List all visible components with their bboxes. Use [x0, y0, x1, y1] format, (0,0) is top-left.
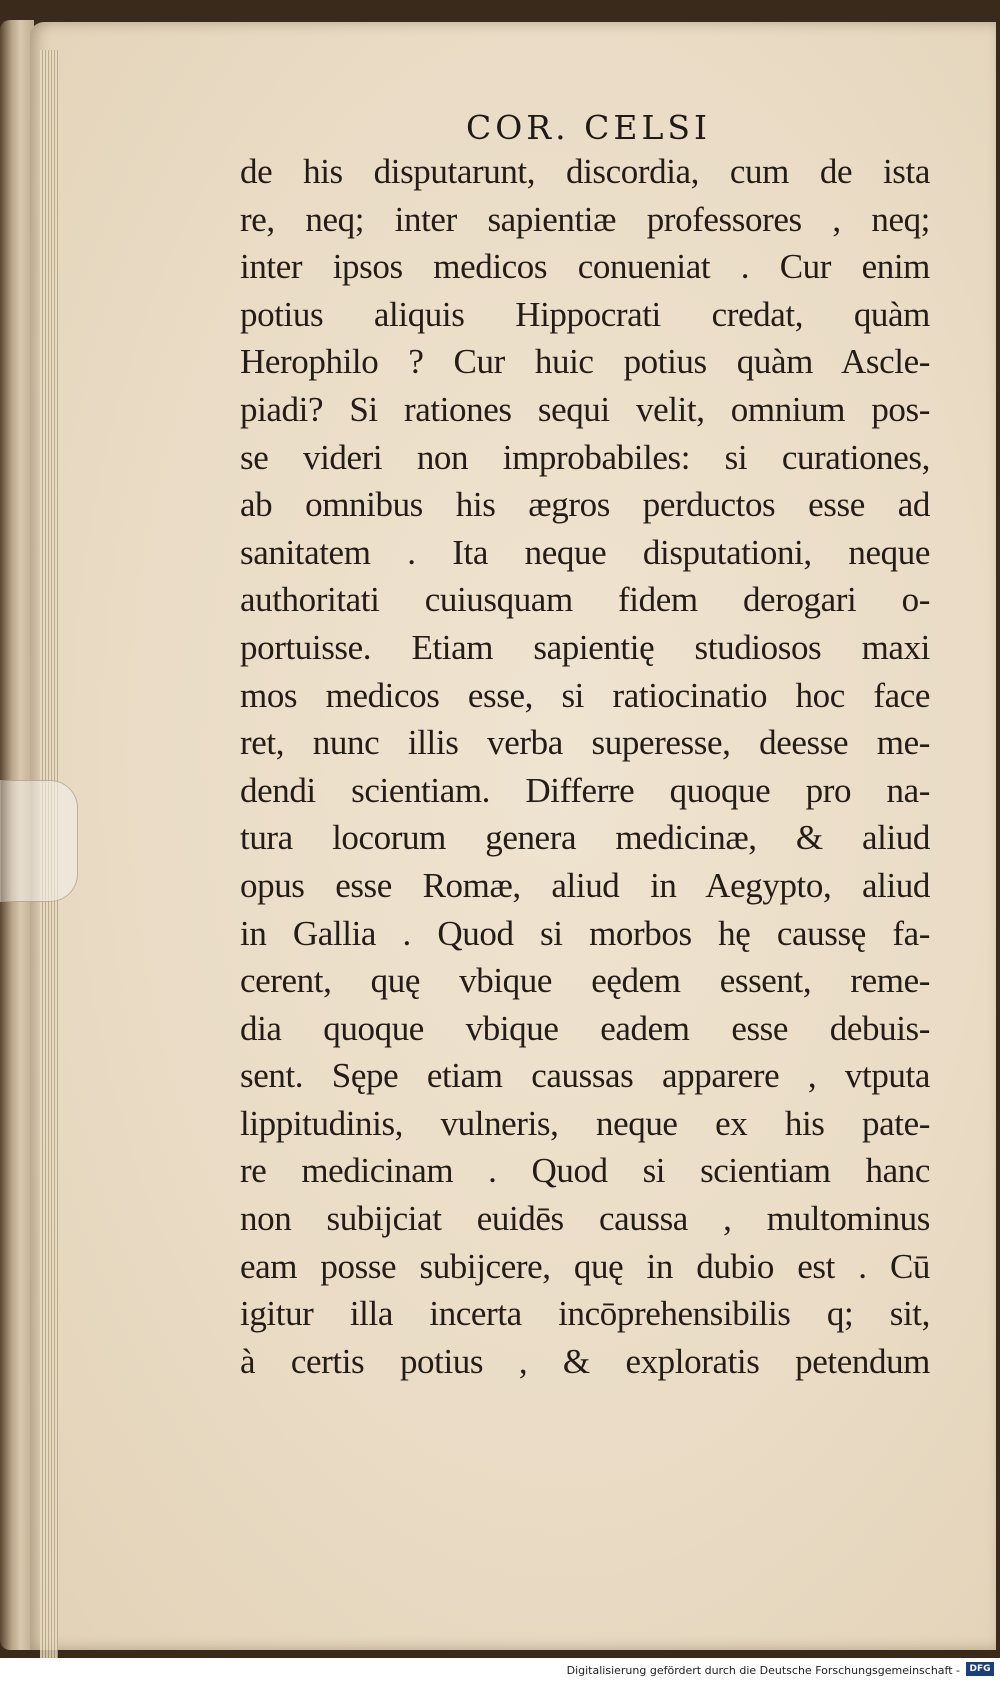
- text-line: re medicinam . Quod si scientiam hanc: [240, 1151, 930, 1191]
- text-line: inter ipsos medicos conueniat . Cur enim: [240, 247, 930, 287]
- text-line: piadi? Si rationes sequi velit, omnium pos-: [240, 389, 930, 429]
- text-line: ab omnibus his ægros perductos esse ad: [240, 485, 930, 525]
- text-line: se videri non improbabiles: si curationes,: [240, 437, 930, 477]
- text-line: authoritati cuiusquam fidem derogari o-: [240, 580, 930, 620]
- text-line: sent. Sępe etiam caussas apparere , vtputa: [240, 1056, 930, 1096]
- text-line: opus esse Romæ, aliud in Aegypto, aliud: [240, 865, 930, 905]
- dfg-logo: DFG: [966, 1662, 994, 1676]
- text-line: portuisse. Etiam sapientię studiosos maxi: [240, 627, 930, 667]
- running-head: COR. CELSI: [466, 108, 712, 147]
- text-line: à certis potius , & exploratis petendum: [240, 1341, 930, 1381]
- text-line: re, neq; inter sapientiæ professores , neq;: [240, 199, 930, 239]
- text-line: in Gallia . Quod si morbos hę caussę fa-: [240, 913, 930, 953]
- text-line: eam posse subijcere, quę in dubio est . Cū: [240, 1246, 930, 1286]
- text-line: de his disputarunt, discordia, cum de ista: [240, 152, 930, 191]
- text-line: dendi scientiam. Differre quoque pro na-: [240, 770, 930, 810]
- text-line: cerent, quę vbique eędem essent, reme-: [240, 961, 930, 1001]
- text-line: non subijciat euidēs caussa , multominus: [240, 1199, 930, 1239]
- text-line: potius aliquis Hippocrati credat, quàm: [240, 294, 930, 334]
- text-line: mos medicos esse, si ratiocinatio hoc face: [240, 675, 930, 715]
- footer-bar: [0, 1658, 1000, 1682]
- text-line: sanitatem . Ita neque disputationi, neque: [240, 532, 930, 572]
- page-clip: [0, 780, 78, 902]
- body-text: [240, 148, 930, 1385]
- text-line: lippitudinis, vulneris, neque ex his pate-: [240, 1103, 930, 1143]
- text-line: tura locorum genera medicinæ, & aliud: [240, 818, 930, 858]
- funding-note: Digitalisierung gefördert durch die Deutsche Forschungsgemeinschaft -: [566, 1664, 960, 1677]
- text-line: ret, nunc illis verba superesse, deesse me-: [240, 723, 930, 763]
- text-line: igitur illa incerta incōprehensibilis q; sit,: [240, 1294, 930, 1334]
- text-line: Herophilo ? Cur huic potius quàm Ascle-: [240, 342, 930, 382]
- text-line: dia quoque vbique eadem esse debuis-: [240, 1008, 930, 1048]
